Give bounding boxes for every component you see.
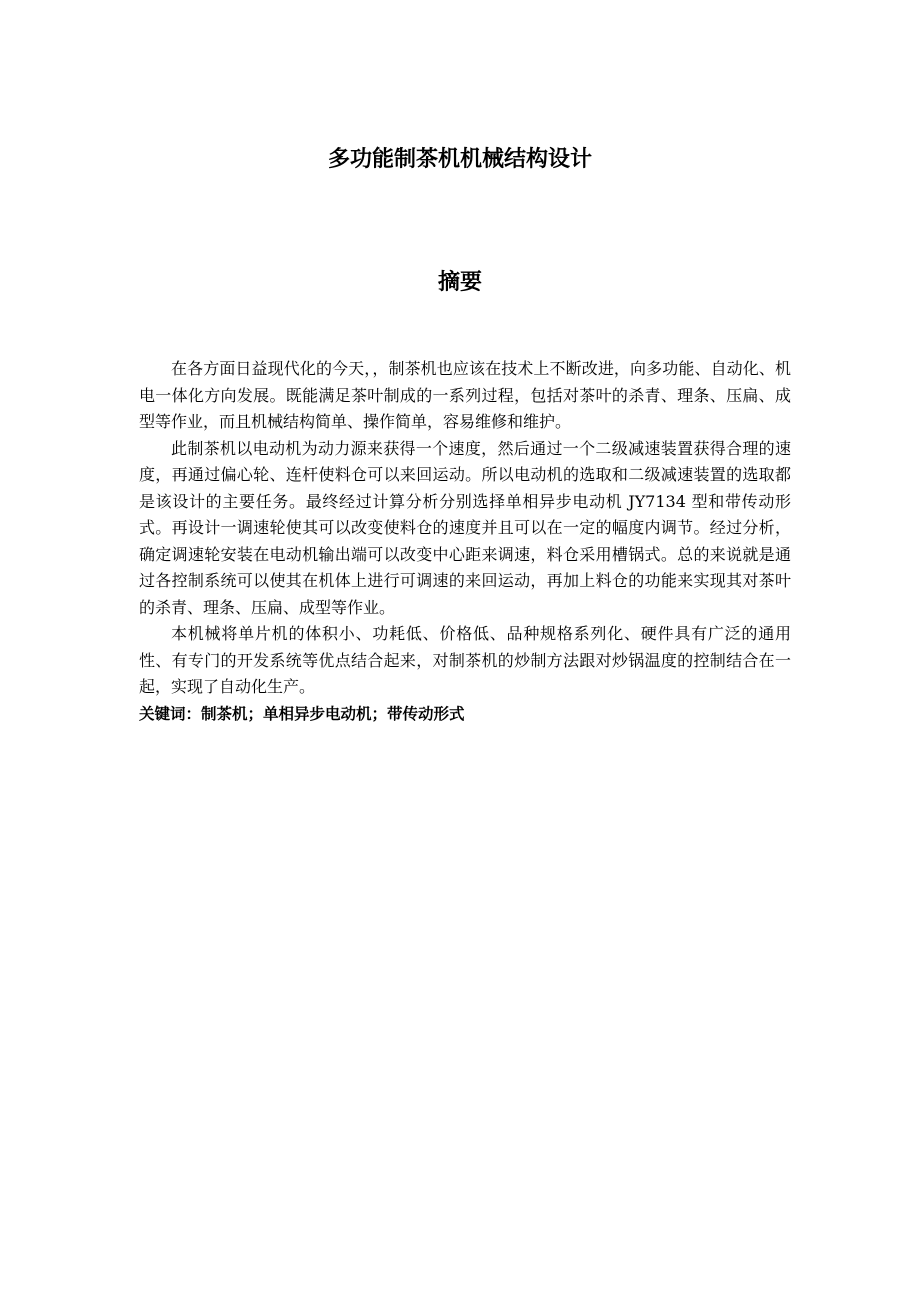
abstract-paragraph-3: 本机械将单片机的体积小、功耗低、价格低、品种规格系列化、硬件具有广泛的通用性、有专门的开发系统等优点结合起来，对制茶机的炒制方法跟对炒锅温度的控制结合在一起，实现了自动化生产。: [139, 624, 791, 696]
abstract-paragraph-2: 此制茶机以电动机为动力源来获得一个速度，然后通过一个二级减速装置获得合理的速度，再通过偏心轮、连杆使料仓可以来回运动。所以电动机的选取和二级减速装置的选取都是该设计的主要任务。最终经过计算分析分别选择单相异步电动机 JY7134 型和带传动形式。再设计一调速轮使其可以改变使料仓的速度并且可以在一定的幅度内调节。经过分析，确定调速轮安装在电动机输出端可以改变中心距来调速，料仓采用槽锅式。总的来说就是通过各控制系统可以使其在机体上进行可调速的来回运动，再加上料仓的功能来实现其对茶叶的杀青、理条、压扁、成型等作业。: [139, 438, 791, 617]
abstract-heading: 摘要: [437, 270, 482, 295]
abstract-body: [139, 356, 791, 727]
keywords-line: 关键词：制茶机；单相异步电动机；带传动形式: [139, 704, 465, 723]
document-title: 多功能制茶机机械结构设计: [327, 147, 592, 172]
abstract-paragraph-1: 在各方面日益现代化的今天，，制茶机也应该在技术上不断改进，向多功能、自动化、机电一体化方向发展。既能满足茶叶制成的一系列过程，包括对茶叶的杀青、理条、压扁、成型等作业，而且机械结构简单、操作简单，容易维修和维护。: [139, 359, 791, 431]
